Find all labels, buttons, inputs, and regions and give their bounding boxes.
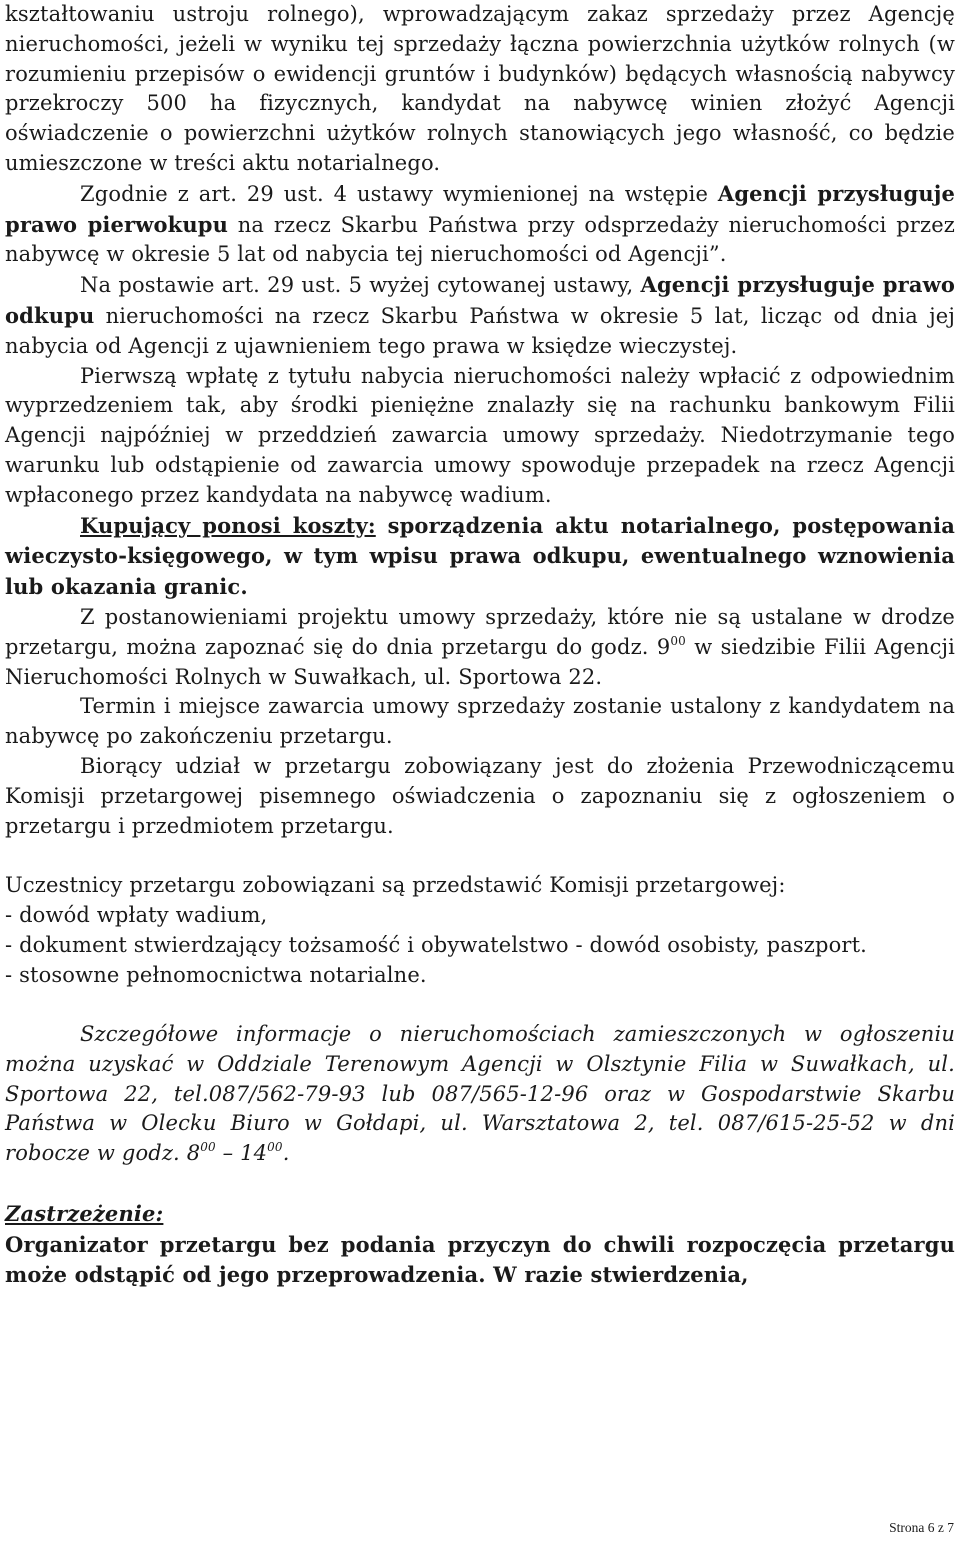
bold-run: Agencji przysługuje prawo pierwokupu	[5, 180, 956, 237]
text-run: Na postawie art. 29 ust. 5 wyżej cytowanej ustawy,	[80, 273, 641, 298]
superscript: 00	[200, 1140, 216, 1155]
paragraph-contract-date: Termin i miejsce zawarcia umowy sprzedaży zostanie ustalony z kandydatem na nabywcę po zakończeniu przetargu.	[5, 694, 955, 749]
bold-run: Agencji przysługuje prawo odkupu	[5, 272, 955, 328]
underlined-bold-run: Kupujący ponosi koszty:	[80, 512, 376, 538]
text-run: – 14	[215, 1141, 268, 1166]
document-page	[5, 0, 955, 1291]
spacer	[5, 990, 955, 1020]
paragraph-first-payment: Pierwszą wpłatę z tytułu nabycia nieruchomości należy wpłacić z odpowiednim wyprzedzeniem tak, aby środki pieniężne znalazły się na rachunku bankowym Filii Agencji najpóźniej w przeddzień zawarcia umowy sprzedaży. Niedotrzymanie tego warunku lub odstąpienie od zawarcia umowy spowoduje przepadek na rzecz Agencji wpłaconego przez kandydata na nabywcę wadium.	[5, 363, 955, 507]
spacer	[5, 841, 955, 871]
paragraph-participants-documents: Uczestnicy przetargu zobowiązani są przedstawić Komisji przetargowej:	[5, 873, 786, 898]
paragraph-organizer-withdrawal	[5, 1230, 955, 1292]
heading-text: Zastrzeżenie:	[5, 1200, 164, 1226]
spacer	[5, 1169, 955, 1199]
paragraph-contract-draft	[5, 603, 955, 692]
text-run: Z postanowieniami projektu umowy sprzedaży, które nie są ustalane w drodze przetargu, można zapoznać się do dnia przetargu do godz. 9	[5, 604, 955, 659]
text-run: na rzecz Skarbu Państwa przy odsprzedaży nieruchomości przez nabywcę w okresie 5 lat od nabycia tej nieruchomości od Agencji”.	[5, 212, 955, 267]
text-run: w siedzibie Filii Agencji Nieruchomości Rolnych w Suwałkach, ul. Sportowa 22.	[5, 634, 956, 689]
paragraph-buyer-costs	[5, 511, 955, 603]
paragraph-pre-emption-right	[5, 179, 955, 270]
page-number: Strona 6 z 7	[889, 1520, 954, 1535]
list-item: - dokument stwierdzający tożsamość i obywatelstwo - dowód osobisty, paszport.	[5, 932, 868, 957]
text-run: Zgodnie z art. 29 ust. 4 ustawy wymienionej na wstępie	[80, 181, 718, 206]
superscript: 00	[670, 633, 686, 648]
paragraph-participant-statement: Biorący udział w przetargu zobowiązany jest do złożenia Przewodniczącemu Komisji przetargowej pisemnego oświadczenia o zapoznaniu się z ogłoszeniem o przetargu i przedmiotem przetargu.	[5, 753, 955, 838]
bold-run: sporządzenia aktu notarialnego, postępowania wieczysto-księgowego, w tym wpisu prawa odkupu, ewentualnego wznowienia lub okazania granic.	[5, 512, 955, 600]
text-run: .	[282, 1141, 290, 1166]
text-run: Szczegółowe informacje o nieruchomościach zamieszczonych w ogłoszeniu można uzyskać w Oddziale Terenowym Agencji w Olsztynie Filia w Suwałkach, ul. Sportowa 22, tel.087/562-79-93 lub 087/565-12-96 oraz w Gospodarstwie Skarbu Państwa w Olecku Biuro w Gołdapi, ul. Warsztatowa 2, tel. 087/615-25-52 w dni robocze w godz. 8	[5, 1022, 955, 1166]
list-item: - stosowne pełnomocnictwa notarialne.	[5, 962, 427, 987]
list-item: - dowód wpłaty wadium,	[5, 902, 268, 927]
text-run: nieruchomości na rzecz Skarbu Państwa w okresie 5 lat, licząc od dnia jej nabycia od Agencji z ujawnieniem tego prawa w księdze wieczystej.	[5, 303, 955, 358]
paragraph-detailed-info	[5, 1020, 955, 1169]
paragraph-ownership-statement: kształtowaniu ustroju rolnego), wprowadzającym zakaz sprzedaży przez Agencję nieruchomości, jeżeli w wyniku tej sprzedaży łączna powierzchnia użytków rolnych (w rozumieniu przepisów o ewidencji gruntów i budynków) będących własnością nabywcy przekroczy 500 ha fizycznych, kandydat na nabywcę winien złożyć Agencji oświadczenie o powierzchni użytków rolnych stanowiących jego własność, co będzie umieszczone w treści aktu notarialnego.	[5, 2, 955, 175]
superscript: 00	[267, 1140, 283, 1155]
section-heading-reservation	[5, 1199, 955, 1230]
bold-run: Organizator przetargu bez podania przyczyn do chwili rozpoczęcia przetargu może odstąpić od jego przeprowadzenia. W razie stwierdzenia,	[5, 1231, 955, 1288]
paragraph-repurchase-right	[5, 270, 955, 361]
